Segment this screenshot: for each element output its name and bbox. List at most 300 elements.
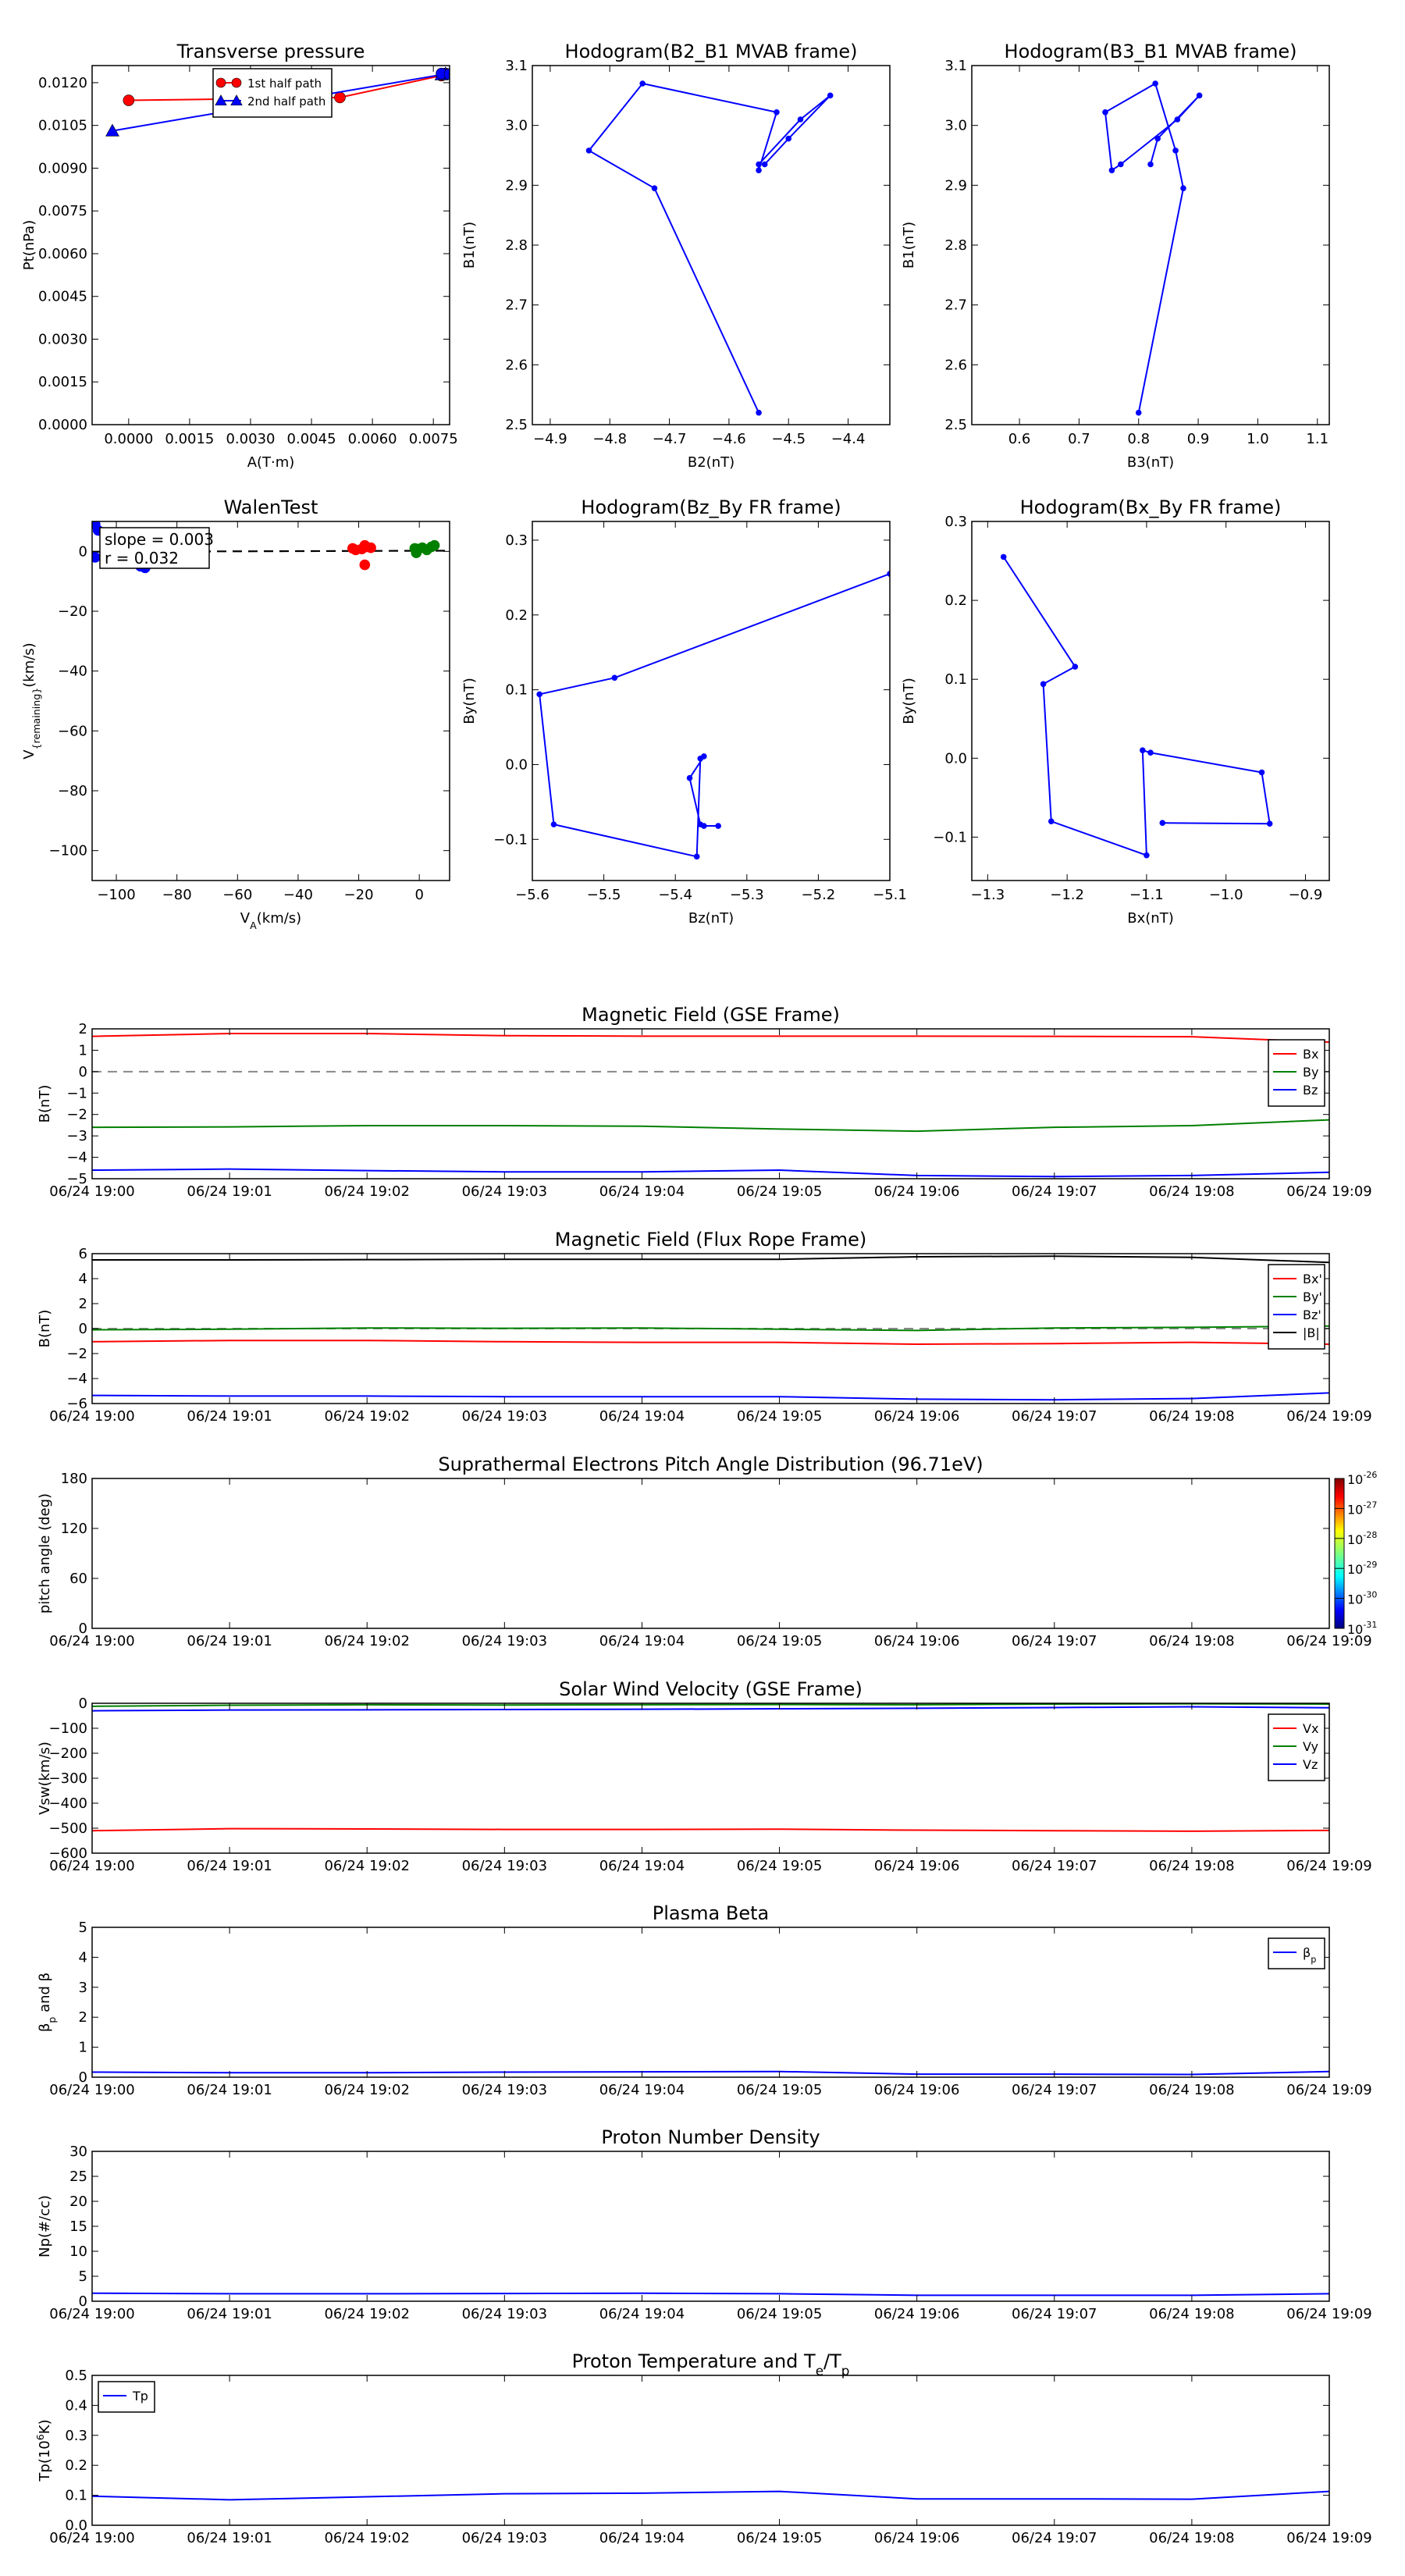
data-point [357,544,367,554]
y-tick-label: 2 [78,1296,87,1312]
data-point [586,148,592,153]
data-point [1160,820,1165,826]
chart-title: Hodogram(Bx_By FR frame) [1019,496,1282,518]
y-tick-label: 2.5 [944,417,967,433]
y-tick-label: 0.0105 [38,117,87,134]
data-point [1267,821,1272,827]
y-tick-label: 1 [78,2039,87,2056]
legend [1268,1714,1325,1781]
x-tick-label: 0.0015 [165,431,215,447]
y-axis-label: B(nT) [37,1309,53,1348]
x-tick-label: 06/24 19:00 [49,2306,135,2322]
y-tick-label: 0.1 [65,2487,87,2504]
data-point [694,854,699,859]
y-tick-label: 0.3 [505,532,528,549]
x-tick-label: −4.7 [652,431,687,447]
y-tick-label: 0.2 [505,607,528,624]
data-point [612,675,617,681]
series-line-Vz [92,1706,1329,1710]
plot-area-h4 [1001,554,1272,858]
y-tick-label: 15 [69,2218,87,2235]
chart-title: Magnetic Field (GSE Frame) [582,1004,840,1026]
colorbar-label: $10^{-27}$ [1347,1500,1378,1517]
y-tick-label: −60 [58,723,87,740]
x-tick-label: 06/24 19:04 [599,1858,685,1874]
y-axis-label: $\beta_p$ and β [37,1972,58,2033]
chart-tp [21,41,458,471]
y-tick-label: 0.0060 [38,245,87,262]
x-tick-label: 06/24 19:01 [187,1858,272,1874]
data-point [716,824,721,829]
x-tick-label: 06/24 19:01 [187,1633,272,1649]
x-tick-label: 06/24 19:02 [324,2530,410,2546]
data-point [798,117,803,123]
x-tick-label: 06/24 19:05 [736,2306,823,2322]
chart-tpr [34,2350,1372,2546]
plot-area-beta [92,2072,1329,2075]
data-point [1197,93,1202,98]
data-point [537,692,542,697]
y-tick-label: 0.3 [944,514,967,530]
chart-pad [37,1453,1377,1649]
annotation-text: r = 0.032 [105,549,179,568]
x-tick-label: 06/24 19:07 [1012,1183,1097,1200]
chart-vsw [37,1678,1372,1874]
axes-frame [92,1029,1329,1179]
y-tick-label: 0 [78,1321,87,1337]
data-point [551,822,557,827]
y-tick-label: −0.1 [493,831,528,849]
x-tick-label: 06/24 19:08 [1149,2306,1235,2322]
chart-h3 [461,496,907,927]
x-tick-label: 0.9 [1186,431,1210,447]
x-tick-label: −20 [343,887,374,903]
x-tick-label: 06/24 19:06 [873,1408,960,1425]
x-tick-label: 06/24 19:06 [873,2530,960,2546]
legend-label: $\beta_p$ [1303,1945,1317,1965]
x-tick-label: 06/24 19:06 [873,2082,960,2098]
y-tick-label: 0 [78,2069,87,2086]
x-tick-label: 06/24 19:05 [736,2082,823,2098]
chart-bgse [37,1004,1372,1200]
x-axis-label: B3(nT) [1126,454,1175,471]
y-tick-label: 0.0015 [38,374,87,391]
y-tick-label: 120 [60,1521,87,1537]
x-tick-label: −5.3 [729,887,764,903]
series-line-0 [589,84,831,413]
y-tick-label: −1 [66,1085,87,1102]
legend-marker [216,78,226,87]
y-tick-label: 2.8 [505,237,528,254]
y-tick-label: 0 [78,543,87,560]
data-point [1048,819,1054,824]
x-tick-label: 06/24 19:03 [461,1408,548,1425]
x-tick-label: −80 [162,887,192,903]
y-tick-label: 0 [78,1695,87,1712]
y-tick-label: −0.1 [933,829,967,846]
y-tick-label: 5 [78,1920,87,1936]
y-tick-label: 1 [78,1042,87,1059]
x-tick-label: 06/24 19:08 [1149,2530,1235,2546]
series-line-β$_p$ [92,2072,1329,2075]
y-axis-label: B1(nT) [461,221,478,269]
y-tick-label: 25 [69,2169,87,2185]
legend-label: 2nd half path [247,94,326,109]
y-tick-label: 0.1 [944,671,967,688]
legend-label: Vy [1303,1739,1318,1754]
x-tick-label: −1.2 [1050,887,1084,903]
data-point [774,109,779,115]
series-line-|B| [92,1256,1329,1262]
y-tick-label: −100 [48,842,87,859]
series-line-Bx' [92,1340,1329,1344]
legend [213,69,332,117]
legend-label: Bx [1303,1047,1319,1062]
data-point [756,168,762,173]
x-tick-label: 06/24 19:00 [49,1183,135,1200]
y-axis-label: Np(#/cc) [37,2195,53,2258]
x-tick-label: 06/24 19:03 [461,1858,548,1874]
data-point [1175,117,1180,123]
data-point [1259,770,1264,775]
y-tick-label: 0.0120 [38,74,87,91]
y-tick-label: 180 [60,1471,87,1487]
x-tick-label: 0.8 [1127,431,1151,447]
data-point [827,93,833,98]
series-line-Bz [92,1169,1329,1177]
y-tick-label: 6 [78,1246,87,1262]
plot-area-h3 [537,571,893,859]
x-axis-label: Bx(nT) [1127,910,1174,927]
x-tick-label: −1.3 [970,887,1005,903]
y-axis-label: Vsw(km/s) [37,1742,53,1815]
data-point [1153,81,1158,87]
data-point [701,753,706,759]
x-tick-label: 06/24 19:04 [599,2530,685,2546]
x-tick-label: 0.0075 [408,431,458,447]
y-axis-label: Pt(nPa) [21,219,37,271]
y-tick-label: 3.0 [944,117,967,134]
x-tick-label: 06/24 19:07 [1012,2082,1097,2098]
plot-area-h1 [586,81,833,416]
y-tick-label: 3.1 [505,58,528,74]
series-line-0 [1105,84,1200,413]
axes-frame [972,521,1329,881]
x-tick-label: 06/24 19:09 [1286,1408,1372,1425]
y-tick-label: 2.6 [505,357,528,374]
legend [1268,1938,1325,1969]
x-axis-label: B2(nT) [687,454,735,471]
axes-frame [972,66,1329,425]
chart-title: Hodogram(B3_B1 MVAB frame) [1004,41,1297,62]
y-tick-label: 0.0 [65,2517,87,2534]
data-point [1148,162,1154,167]
data-point [1109,168,1115,173]
x-tick-label: 06/24 19:00 [49,1633,135,1649]
legend-label: Bz' [1303,1308,1321,1322]
x-tick-label: 06/24 19:03 [461,2530,548,2546]
y-tick-label: −300 [48,1770,87,1787]
chart-h2 [901,41,1329,471]
x-tick-label: −4.4 [831,431,866,447]
x-tick-label: −4.6 [712,431,746,447]
x-tick-label: 06/24 19:01 [187,1183,272,1200]
y-tick-label: −40 [58,663,87,680]
series-line-Vy [92,1704,1329,1706]
x-tick-label: −100 [97,887,136,903]
chart-title: Magnetic Field (Flux Rope Frame) [554,1229,867,1251]
chart-title: Proton Temperature and $T_e/T_p$ [571,2350,850,2379]
x-tick-label: 06/24 19:00 [49,2082,135,2098]
data-point [1001,554,1006,560]
x-tick-label: −5.4 [658,887,693,903]
x-tick-label: 06/24 19:01 [187,2306,272,2322]
y-tick-label: 0.0090 [38,160,87,177]
x-tick-label: 06/24 19:02 [324,2306,410,2322]
axes-frame [92,521,450,881]
x-tick-label: 06/24 19:03 [461,2082,548,2098]
chart-beta [37,1902,1372,2098]
legend-label: 1st half path [247,76,322,91]
series-line-By [92,1120,1329,1132]
data-point [1072,664,1078,670]
x-tick-label: −40 [283,887,313,903]
x-tick-label: 06/24 19:01 [187,1408,272,1425]
data-point [687,775,692,781]
x-tick-label: −5.1 [873,887,907,903]
y-tick-label: 2.7 [505,297,528,314]
data-point [1136,410,1141,415]
colorbar-label: $10^{-28}$ [1347,1529,1378,1547]
y-axis-label: $V_{\{remaining\}}(km/s)$ [21,642,42,760]
data-point [360,560,370,570]
y-tick-label: 2.5 [505,417,528,433]
y-tick-label: 0.4 [65,2397,87,2414]
legend-label: Bz [1303,1083,1318,1098]
data-point [411,548,422,558]
y-tick-label: 4 [78,1271,87,1287]
series-line-Tp [92,2492,1329,2500]
x-tick-label: 06/24 19:04 [599,2082,685,2098]
chart-h4 [901,496,1329,927]
y-tick-label: −5 [66,1171,87,1187]
y-tick-label: −500 [48,1820,87,1837]
x-tick-label: −5.6 [515,887,550,903]
legend-label: By' [1303,1290,1322,1304]
y-tick-label: −20 [58,603,87,620]
series-line-Vx [92,1829,1329,1831]
y-tick-label: 0.1 [505,681,528,699]
y-tick-label: 60 [69,1571,87,1587]
plot-area-vsw [92,1704,1329,1831]
y-tick-label: 0.3 [65,2427,87,2444]
x-tick-label: 0.0045 [286,431,336,447]
x-tick-label: 06/24 19:09 [1286,1633,1372,1649]
x-axis-label: A(T·m) [247,454,295,471]
chart-title: Transverse pressure [176,41,365,62]
legend [98,2382,155,2412]
data-point [1155,136,1161,141]
x-tick-label: −60 [222,887,253,903]
y-tick-label: 2.6 [944,357,967,374]
y-tick-label: −4 [66,1371,87,1387]
x-tick-label: 06/24 19:02 [324,1858,410,1874]
chart-title: Plasma Beta [652,1902,770,1924]
axes-frame [92,2375,1329,2525]
y-tick-label: 0.0 [505,756,528,774]
y-tick-label: −600 [48,1845,87,1862]
chart-h1 [461,41,890,471]
y-tick-label: −100 [48,1720,87,1737]
x-tick-label: −0.9 [1288,887,1323,903]
x-tick-label: 06/24 19:03 [461,1633,548,1649]
y-tick-label: 0.5 [65,2368,87,2384]
x-tick-label: 06/24 19:02 [324,2082,410,2098]
plot-area-h2 [1102,81,1202,416]
x-tick-label: 06/24 19:09 [1286,2306,1372,2322]
chart-title: Proton Number Density [601,2126,820,2148]
x-tick-label: 06/24 19:02 [324,1633,410,1649]
data-point [1144,852,1149,858]
x-tick-label: 06/24 19:04 [599,1633,685,1649]
colorbar-label: $10^{-26}$ [1347,1470,1378,1487]
y-tick-label: 0.0000 [38,417,87,433]
y-tick-label: 3 [78,1979,87,1996]
series-line-Bx [92,1034,1329,1042]
chart-np [37,2126,1372,2322]
x-tick-label: 06/24 19:05 [736,2530,823,2546]
plot-area-np [92,2293,1329,2296]
data-point [429,540,439,550]
x-axis-label: Bz(nT) [688,910,735,927]
y-tick-label: 5 [78,2268,87,2285]
y-tick-label: 0.2 [944,592,967,610]
x-tick-label: 06/24 19:06 [873,1183,960,1200]
axes-frame [92,66,450,425]
chart-title: Hodogram(B2_B1 MVAB frame) [564,41,858,62]
y-tick-label: 0.0 [944,750,967,767]
y-tick-label: −3 [66,1128,87,1145]
y-axis-label: B1(nT) [901,221,917,269]
data-point [640,81,646,87]
axes-frame [92,1927,1329,2077]
x-tick-label: 06/24 19:03 [461,2306,548,2322]
y-axis-label: $Tp(10^6K)$ [34,2419,53,2482]
legend-marker [232,78,241,87]
data-point [762,162,767,167]
y-tick-label: 3.1 [944,58,967,74]
y-tick-label: 0 [78,1063,87,1080]
data-point [1180,186,1186,191]
x-tick-label: 06/24 19:07 [1012,1408,1097,1425]
data-point [1173,148,1179,153]
x-tick-label: 0.0000 [104,431,154,447]
legend [1268,1040,1325,1106]
y-tick-label: 2 [78,1021,87,1037]
x-tick-label: −5.2 [801,887,836,903]
colorbar-label: $10^{-31}$ [1347,1620,1378,1637]
x-tick-label: 06/24 19:09 [1286,1858,1372,1874]
x-tick-label: 06/24 19:06 [873,1633,960,1649]
x-tick-label: −4.9 [533,431,567,447]
x-tick-label: 06/24 19:01 [187,2530,272,2546]
chart-title: Solar Wind Velocity (GSE Frame) [559,1678,863,1700]
y-tick-label: −2 [66,1346,87,1362]
data-point [1102,109,1108,115]
chart-bfr [37,1229,1372,1425]
axes-frame [532,66,890,425]
x-tick-label: 06/24 19:07 [1012,2306,1097,2322]
data-point [1040,681,1046,687]
x-tick-label: 06/24 19:00 [49,1858,135,1874]
x-tick-label: 06/24 19:08 [1149,1633,1235,1649]
y-tick-label: 0.0075 [38,203,87,220]
y-axis-label: By(nT) [901,678,917,724]
y-tick-label: −2 [66,1106,87,1123]
annotation-text: slope = 0.003 [105,530,214,549]
x-tick-label: 06/24 19:02 [324,1183,410,1200]
data-point [334,92,345,103]
x-tick-label: 1.0 [1247,431,1269,447]
data-point [652,186,657,191]
y-tick-label: −400 [48,1795,87,1812]
data-point [756,410,762,415]
x-axis-label: $V_A(km/s)$ [240,910,302,931]
x-tick-label: 06/24 19:08 [1149,1408,1235,1425]
x-tick-label: 06/24 19:07 [1012,1633,1097,1649]
series-line-By' [92,1326,1329,1331]
series-line-0 [539,574,890,856]
y-tick-label: −4 [66,1149,87,1166]
axes-frame [92,1478,1329,1628]
x-tick-label: 06/24 19:09 [1286,2530,1372,2546]
x-tick-label: 06/24 19:07 [1012,2530,1097,2546]
y-tick-label: 30 [69,2144,87,2160]
y-tick-label: 0.2 [65,2457,87,2475]
y-tick-label: 0.0030 [38,331,87,348]
y-tick-label: −200 [48,1745,87,1762]
y-axis-label: By(nT) [461,678,478,724]
y-axis-label: B(nT) [37,1084,53,1123]
x-tick-label: 06/24 19:05 [736,1183,823,1200]
x-tick-label: 06/24 19:01 [187,2082,272,2098]
x-tick-label: 06/24 19:05 [736,1858,823,1874]
y-tick-label: 0.0045 [38,288,87,305]
colorbar [1335,1478,1344,1628]
x-tick-label: 06/24 19:00 [49,1408,135,1425]
colorbar-label: $10^{-30}$ [1347,1589,1378,1607]
colorbar-label: $10^{-29}$ [1347,1560,1378,1578]
x-tick-label: 06/24 19:03 [461,1183,548,1200]
x-tick-label: 06/24 19:00 [49,2530,135,2546]
plot-area-tpr [92,2492,1329,2500]
y-tick-label: 0 [78,1621,87,1637]
y-tick-label: 2.9 [505,177,528,194]
x-tick-label: 06/24 19:04 [599,1408,685,1425]
data-point [123,95,134,106]
data-point [1140,748,1145,753]
x-tick-label: −4.5 [771,431,806,447]
x-tick-label: 1.1 [1306,431,1329,447]
x-tick-label: 06/24 19:09 [1286,2082,1372,2098]
x-tick-label: 0.7 [1068,431,1090,447]
x-tick-label: 06/24 19:08 [1149,2082,1235,2098]
x-tick-label: 06/24 19:08 [1149,1183,1235,1200]
x-tick-label: −1.0 [1208,887,1243,903]
y-tick-label: 2.8 [944,237,967,254]
legend-label: |B| [1303,1325,1320,1340]
y-tick-label: 10 [69,2243,87,2260]
